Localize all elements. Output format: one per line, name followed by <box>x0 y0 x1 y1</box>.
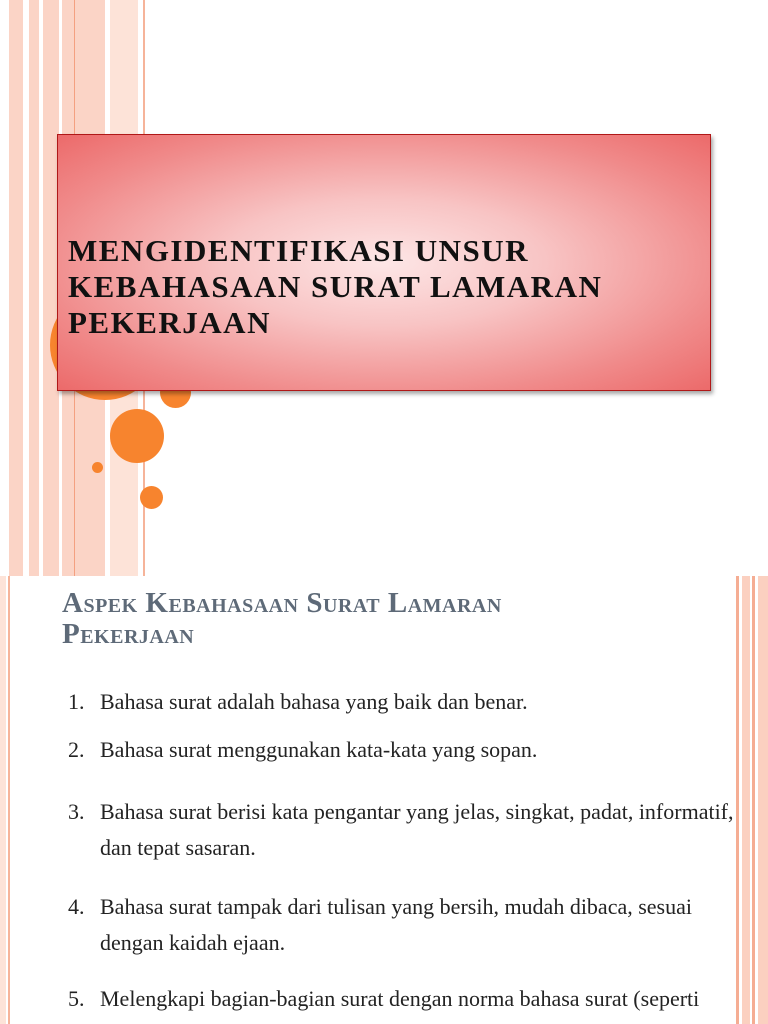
decorative-stripe <box>758 576 768 1024</box>
decorative-circle <box>140 486 163 509</box>
list-text: Melengkapi bagian-bagian surat dengan norma bahasa surat (seperti <box>100 986 700 1011</box>
decorative-stripe <box>0 576 6 1024</box>
list-text: Bahasa surat adalah bahasa yang baik dan benar. <box>100 689 528 714</box>
list-text: Bahasa surat menggunakan kata-kata yang sopan. <box>100 737 538 762</box>
list-number: 5. <box>68 986 85 1011</box>
list-number: 3. <box>68 799 85 824</box>
list-text: Bahasa surat berisi kata pengantar yang jelas, singkat, padat, informatif, <box>100 799 734 824</box>
list-number: 2. <box>68 737 85 762</box>
decorative-stripe <box>752 576 755 1024</box>
title-line: MENGIDENTIFIKASI UNSUR <box>68 233 530 268</box>
slide-title-text <box>68 233 698 341</box>
heading-line: Aspek Kebahasaan Surat Lamaran <box>62 587 502 619</box>
slide-heading <box>62 588 722 650</box>
title-line: KEBAHASAAN SURAT LAMARAN <box>68 269 603 304</box>
list-number: 1. <box>68 689 85 714</box>
decorative-stripe <box>742 576 750 1024</box>
decorative-stripe <box>29 0 39 576</box>
decorative-stripe <box>8 576 10 1024</box>
list-text: dengan kaidah ejaan. <box>100 930 286 955</box>
slide-content <box>0 576 768 1024</box>
list-text: dan tepat sasaran. <box>100 835 256 860</box>
decorative-stripe <box>736 576 739 1024</box>
decorative-circle-small <box>92 462 103 473</box>
title-box <box>57 134 711 391</box>
title-line: PEKERJAAN <box>68 305 271 340</box>
list-text: Bahasa surat tampak dari tulisan yang bersih, mudah dibaca, sesuai <box>100 894 692 919</box>
heading-line: Pekerjaan <box>62 618 195 650</box>
list-number: 4. <box>68 894 85 919</box>
decorative-stripe <box>9 0 23 576</box>
decorative-circle <box>110 409 164 463</box>
